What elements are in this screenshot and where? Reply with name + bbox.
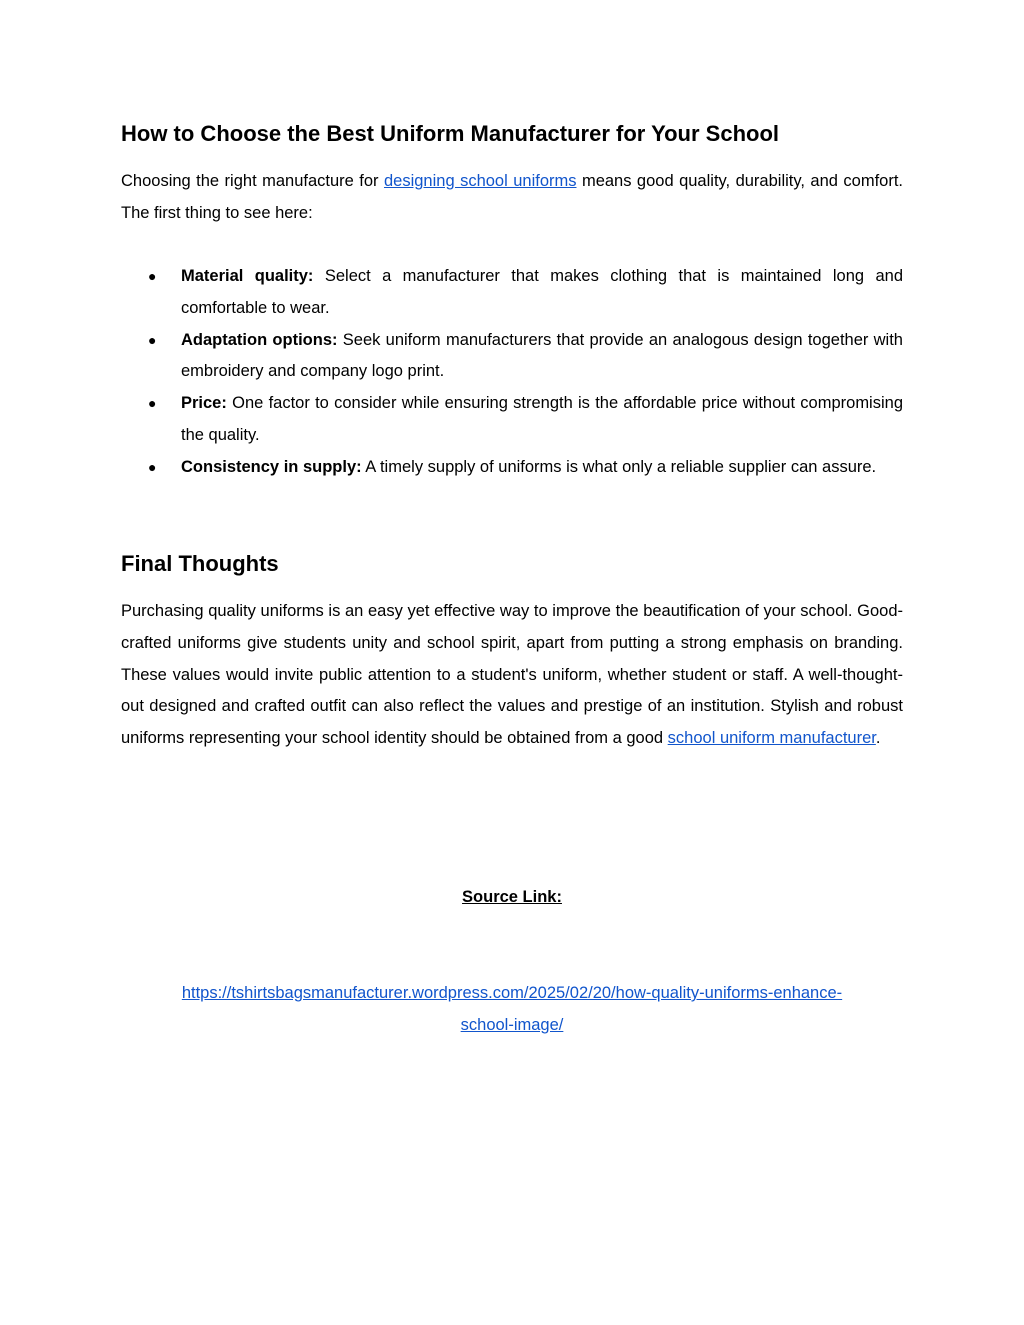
list-item bbox=[121, 452, 903, 484]
list-item bbox=[121, 325, 903, 389]
intro-paragraph bbox=[121, 166, 903, 230]
list-item-label: Adaptation options: bbox=[181, 330, 338, 349]
source-link-label: Source Link: bbox=[462, 888, 562, 906]
bullet-icon: ● bbox=[148, 268, 157, 284]
list-item bbox=[121, 388, 903, 452]
list-item-text: One factor to consider while ensuring strength is the affordable price without compromising the quality. bbox=[181, 394, 903, 444]
source-url-line1: https://tshirtsbagsmanufacturer.wordpress.com/2025/02/20/how-quality-uniforms-enhance- bbox=[181, 984, 843, 1002]
bullet-icon: ● bbox=[148, 331, 157, 348]
page-title: How to Choose the Best Uniform Manufacturer for Your School bbox=[121, 121, 780, 146]
final-text-before: Purchasing quality uniforms is an easy yet effective way to improve the beautification of your school. Good-crafted uniforms give students unity and school spirit, apart from putting a strong emphasis on branding. These values would invite public attention to a student's uniform, whether student or staff. A well-thought-out designed and crafted outfit can also reflect the values and prestige of an institution. Stylish and robust uniforms representing your school identity should be obtained from a good bbox=[121, 602, 903, 748]
bullet-icon: ● bbox=[148, 395, 157, 412]
criteria-list bbox=[121, 261, 903, 484]
list-item-text: A timely supply of uniforms is what only a reliable supplier can assure. bbox=[361, 457, 877, 476]
final-text-after: . bbox=[875, 729, 881, 748]
final-paragraph bbox=[121, 596, 903, 755]
list-item-text: Select a manufacturer that makes clothing that is maintained long and comfortable to wear. bbox=[181, 267, 903, 317]
final-thoughts-heading: Final Thoughts bbox=[121, 551, 279, 576]
list-item-label: Consistency in supply: bbox=[181, 457, 362, 476]
source-url-line2: school-image/ bbox=[460, 1015, 564, 1034]
intro-text-after: means good quality, durability, and comfort. The first thing to see here: bbox=[121, 172, 903, 222]
source-url-block bbox=[121, 978, 903, 1042]
school-uniform-manufacturer-link[interactable]: school uniform manufacturer bbox=[667, 729, 876, 748]
list-item bbox=[121, 261, 903, 325]
source-url-link[interactable] bbox=[182, 984, 842, 1034]
bullet-icon: ● bbox=[148, 458, 157, 475]
list-item-label: Material quality: bbox=[181, 267, 314, 285]
list-item-label: Price: bbox=[181, 394, 227, 413]
designing-school-uniforms-link[interactable]: designing school uniforms bbox=[383, 172, 577, 190]
intro-text-before: Choosing the right manufacture for bbox=[121, 172, 384, 190]
list-item-text: Seek uniform manufacturers that provide an analogous design together with embroidery and company logo print. bbox=[181, 330, 903, 381]
